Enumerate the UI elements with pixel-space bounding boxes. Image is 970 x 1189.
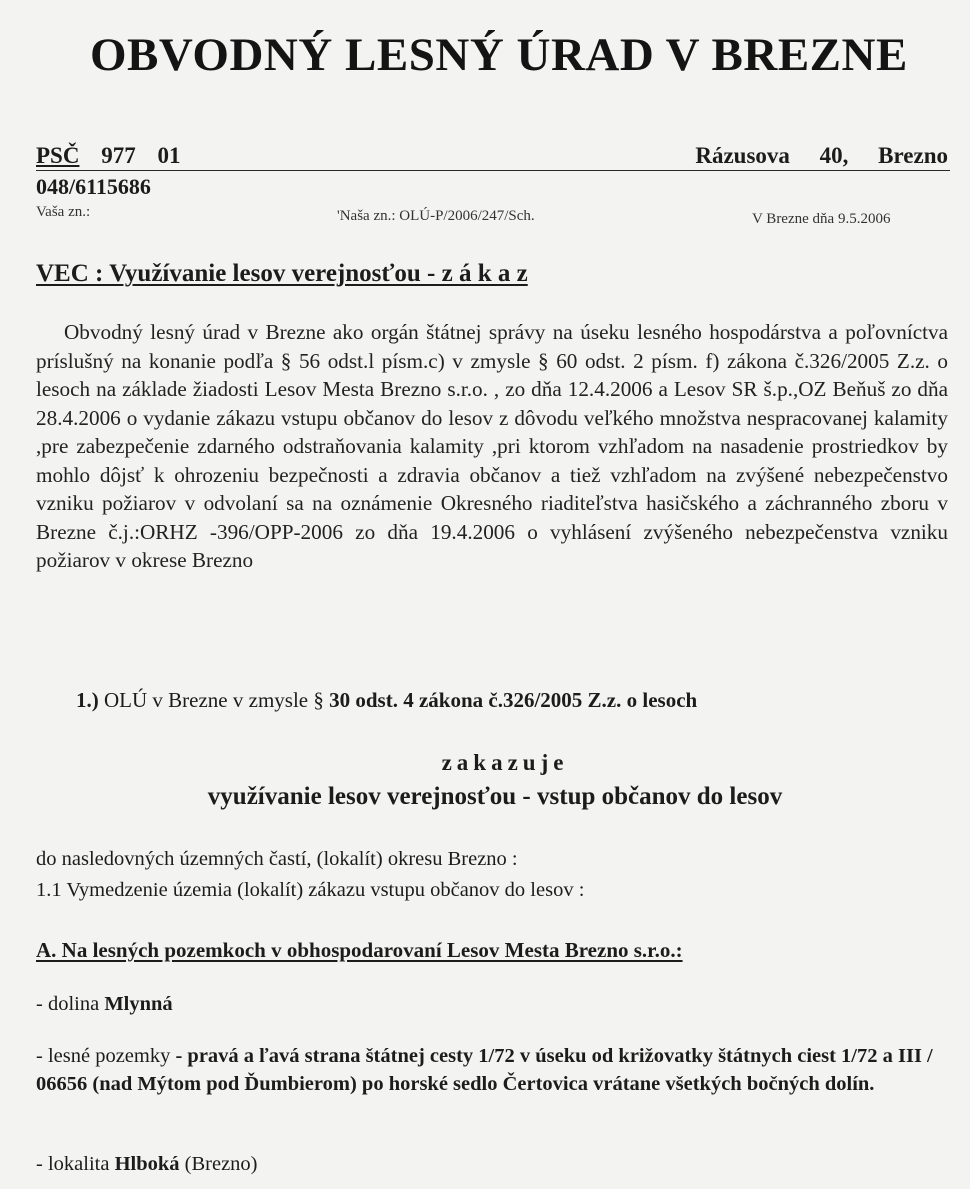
list-item-prefix: - lokalita xyxy=(36,1153,110,1175)
psc-label: PSČ xyxy=(36,143,80,168)
list-item-bold: Mlynná xyxy=(104,993,173,1015)
header-divider xyxy=(36,170,950,171)
place-date: V Brezne dňa 9.5.2006 xyxy=(752,211,891,227)
list-item-prefix: - lesné pozemky xyxy=(36,1045,171,1067)
list-item xyxy=(36,990,948,1018)
point-1-text: OLÚ v Brezne v zmysle § xyxy=(104,688,324,712)
list-item-bold: Hlboká xyxy=(114,1153,180,1175)
our-reference: 'Naša zn.: OLÚ-P/2006/247/Sch. xyxy=(337,208,535,224)
list-item-bold: - pravá a ľavá strana štátnej cesty 1/72 v úseku od križovatky štátnych ciest 1/72 a III / 06656 (nad Mýtom pod Ďumbierom) po horské sedlo Čertovica vrátane všetkých bočných dolín. xyxy=(36,1045,933,1095)
office-title: OBVODNÝ LESNÝ ÚRAD V BREZNE xyxy=(90,29,908,81)
section-a-heading: A. Na lesných pozemkoch v obhospodarovaní Lesov Mesta Brezno s.r.o.: xyxy=(36,938,683,962)
phone-number: 048/6115686 xyxy=(36,174,151,199)
point-1-bold-text: 30 odst. 4 zákona č.326/2005 Z.z. o lesoch xyxy=(329,688,698,712)
decision-object: využívanie lesov verejnosťou - vstup občanov do lesov xyxy=(207,783,783,810)
list-item-prefix: - dolina xyxy=(36,993,100,1015)
list-item xyxy=(36,1150,948,1178)
psc-value: 977 01 xyxy=(101,143,181,168)
list-item xyxy=(36,1042,948,1098)
scope-line: do nasledovných územných častí, (lokalít) okresu Brezno : xyxy=(36,848,518,870)
decision-verb: zakazuje xyxy=(441,750,569,775)
definition-line: 1.1 Vymedzenie územia (lokalít) zákazu vstupu občanov do lesov : xyxy=(36,879,585,901)
point-1 xyxy=(76,688,697,713)
address: Rázusova 40, Brezno xyxy=(695,143,948,168)
subject-line: VEC : Využívanie lesov verejnosťou - z á k a z xyxy=(36,260,528,287)
body-paragraph xyxy=(36,318,948,575)
list-item-suffix: (Brezno) xyxy=(184,1153,258,1175)
body-paragraph-text: Obvodný lesný úrad v Brezne ako orgán štátnej správy na úseku lesného hospodárstva a poľovníctva príslušný na konanie podľa § 56 odst.l písm.c) v zmysle § 60 odst. 2 písm. f) zákona č.326/2005 Z.z. o lesoch na základe žiadosti Lesov Mesta Brezno s.r.o. , zo dňa 12.4.2006 a Lesov SR š.p.,OZ Beňuš zo dňa 28.4.2006 o vydanie zákazu vstupu občanov do lesov z dôvodu veľkého množstva nespracovanej kalamity ,pre zabezpečenie zdarného odstraňovania kalamity ,pri ktorom vzhľadom na nasadenie prostriedkov by mohlo dôjsť k ohrozeniu bezpečnosti a zdravia občanov a tiež vzhľadom na zvýšené nebezpečenstvo vzniku požiarov v odvolaní sa na oznámenie Okresného riaditeľstva hasičského a záchranného zboru v Brezne č.j.:ORHZ -396/OPP-2006 zo dňa 19.4.2006 o vyhlásení zvýšeného nebezpečenstva vzniku požiarov v okrese Brezno xyxy=(36,320,948,572)
point-1-number: 1.) xyxy=(76,688,99,712)
psc-block xyxy=(36,143,180,169)
your-reference: Vaša zn.: xyxy=(36,204,91,220)
